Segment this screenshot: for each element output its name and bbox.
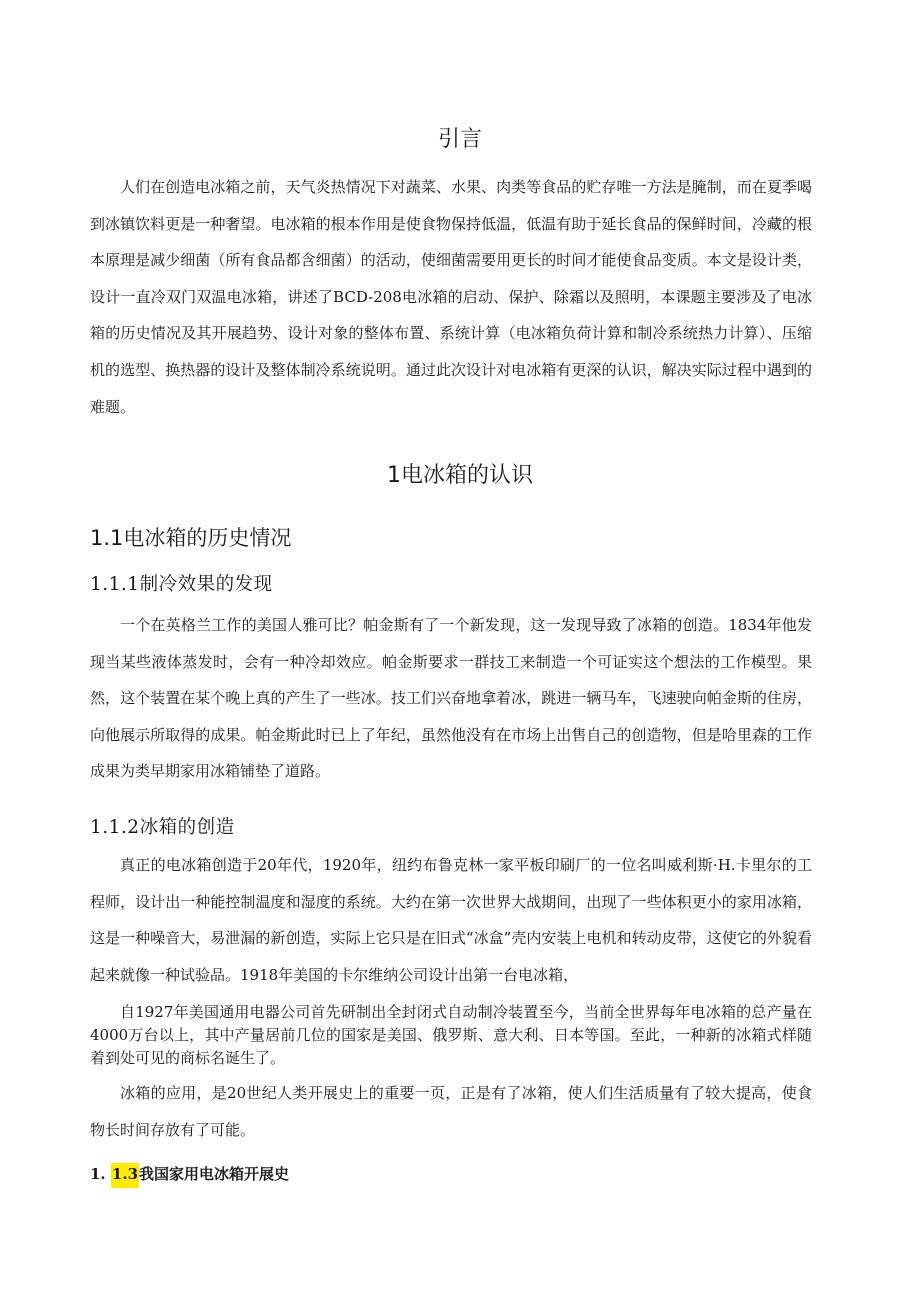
section-1-1-2-heading: 1.1.2冰箱的创造 (90, 817, 235, 838)
intro-paragraph: 人们在创造电冰箱之前，天气炎热情况下对蔬菜、水果、肉类等食品的贮存唯一方法是腌制，而在夏季喝到冰镇饮料更是一种奢望。电冰箱的根本作用是使食物保持低温，低温有助于延长食品的保鲜时间，冷藏的根本原理是减少细菌（所有食品都含细菌）的活动，使细菌需要用更长的时间才能使食品变质。本文是设计类，设计一直冷双门双温电冰箱，讲述了BCD-208电冰箱的启动、保护、除霜以及照明，本课题主要涉及了电冰箱的历史情况及其开展趋势、设计对象的整体布置、系统计算（电冰箱负荷计算和制冷系统热力计算）、压缩机的选型、换热器的设计及整体制冷系统说明。通过此次设计对电冰箱有更深的认识，解决实际过程中遇到的难题。 (90, 178, 812, 416)
section-1-1-2-paragraph-1: 真正的电冰箱创造于20年代，1920年，纽约布鲁克林一家平板印刷厂的一位名叫威利斯·H.卡里尔的工程师，设计出一种能控制温度和湿度的系统。大约在第一次世界大战期间，出现了一些体积更小的家用冰箱，这是一种噪音大，易泄漏的新创造，实际上它只是在旧式“冰盒”壳内安装上电机和转动皮带，这使它的外貌看起来就像一种试验品。1918年美国的卡尔维纳公司设计出第一台电冰箱， (90, 856, 812, 984)
section-1-1-1-paragraph: 一个在英格兰工作的美国人雅可比？帕金斯有了一个新发现，这一发现导致了冰箱的创造。1834年他发现当某些液体蒸发时，会有一种冷却效应。帕金斯要求一群技工来制造一个可证实这个想法的工作模型。果然，这个装置在某个晚上真的产生了一些冰。技工们兴奋地拿着冰，跳进一辆马车，飞速驶向帕金斯的住房，向他展示所取得的成果。帕金斯此时已上了年纪，虽然他没有在市场上出售自己的创造物，但是哈里森的工作成果为类早期家用冰箱铺垫了道路。 (90, 616, 812, 781)
section-1-1-2-paragraph-2: 自1927年美国通用电器公司首先研制出全封闭式自动制冷装置至今，当前全世界每年电冰箱的总产量在4000万台以上，其中产量居前几位的国家是美国、俄罗斯、意大利、日本等国。至此，一种新的冰箱式样随着到处可见的商标名诞生了。 (90, 1003, 812, 1067)
section-1-1-3-heading (90, 1163, 289, 1184)
section-1-1-heading: 1.1电冰箱的历史情况 (90, 526, 292, 550)
section-1-1-3-prefix: 1. (90, 1165, 106, 1183)
section-1-1-3-number-highlight: 1.3 (111, 1163, 139, 1188)
section-1-1-3-title-text: 我国家用电冰箱开展史 (139, 1165, 290, 1183)
intro-title: 引言 (437, 127, 482, 152)
section-1-1-1-heading: 1.1.1制冷效果的发现 (90, 574, 273, 595)
chapter-1-title: 1电冰箱的认识 (387, 463, 533, 488)
section-1-1-2-paragraph-3: 冰箱的应用，是20世纪人类开展史上的重要一页，正是有了冰箱，使人们生活质量有了较大提高，使食物长时间存放有了可能。 (90, 1084, 812, 1139)
